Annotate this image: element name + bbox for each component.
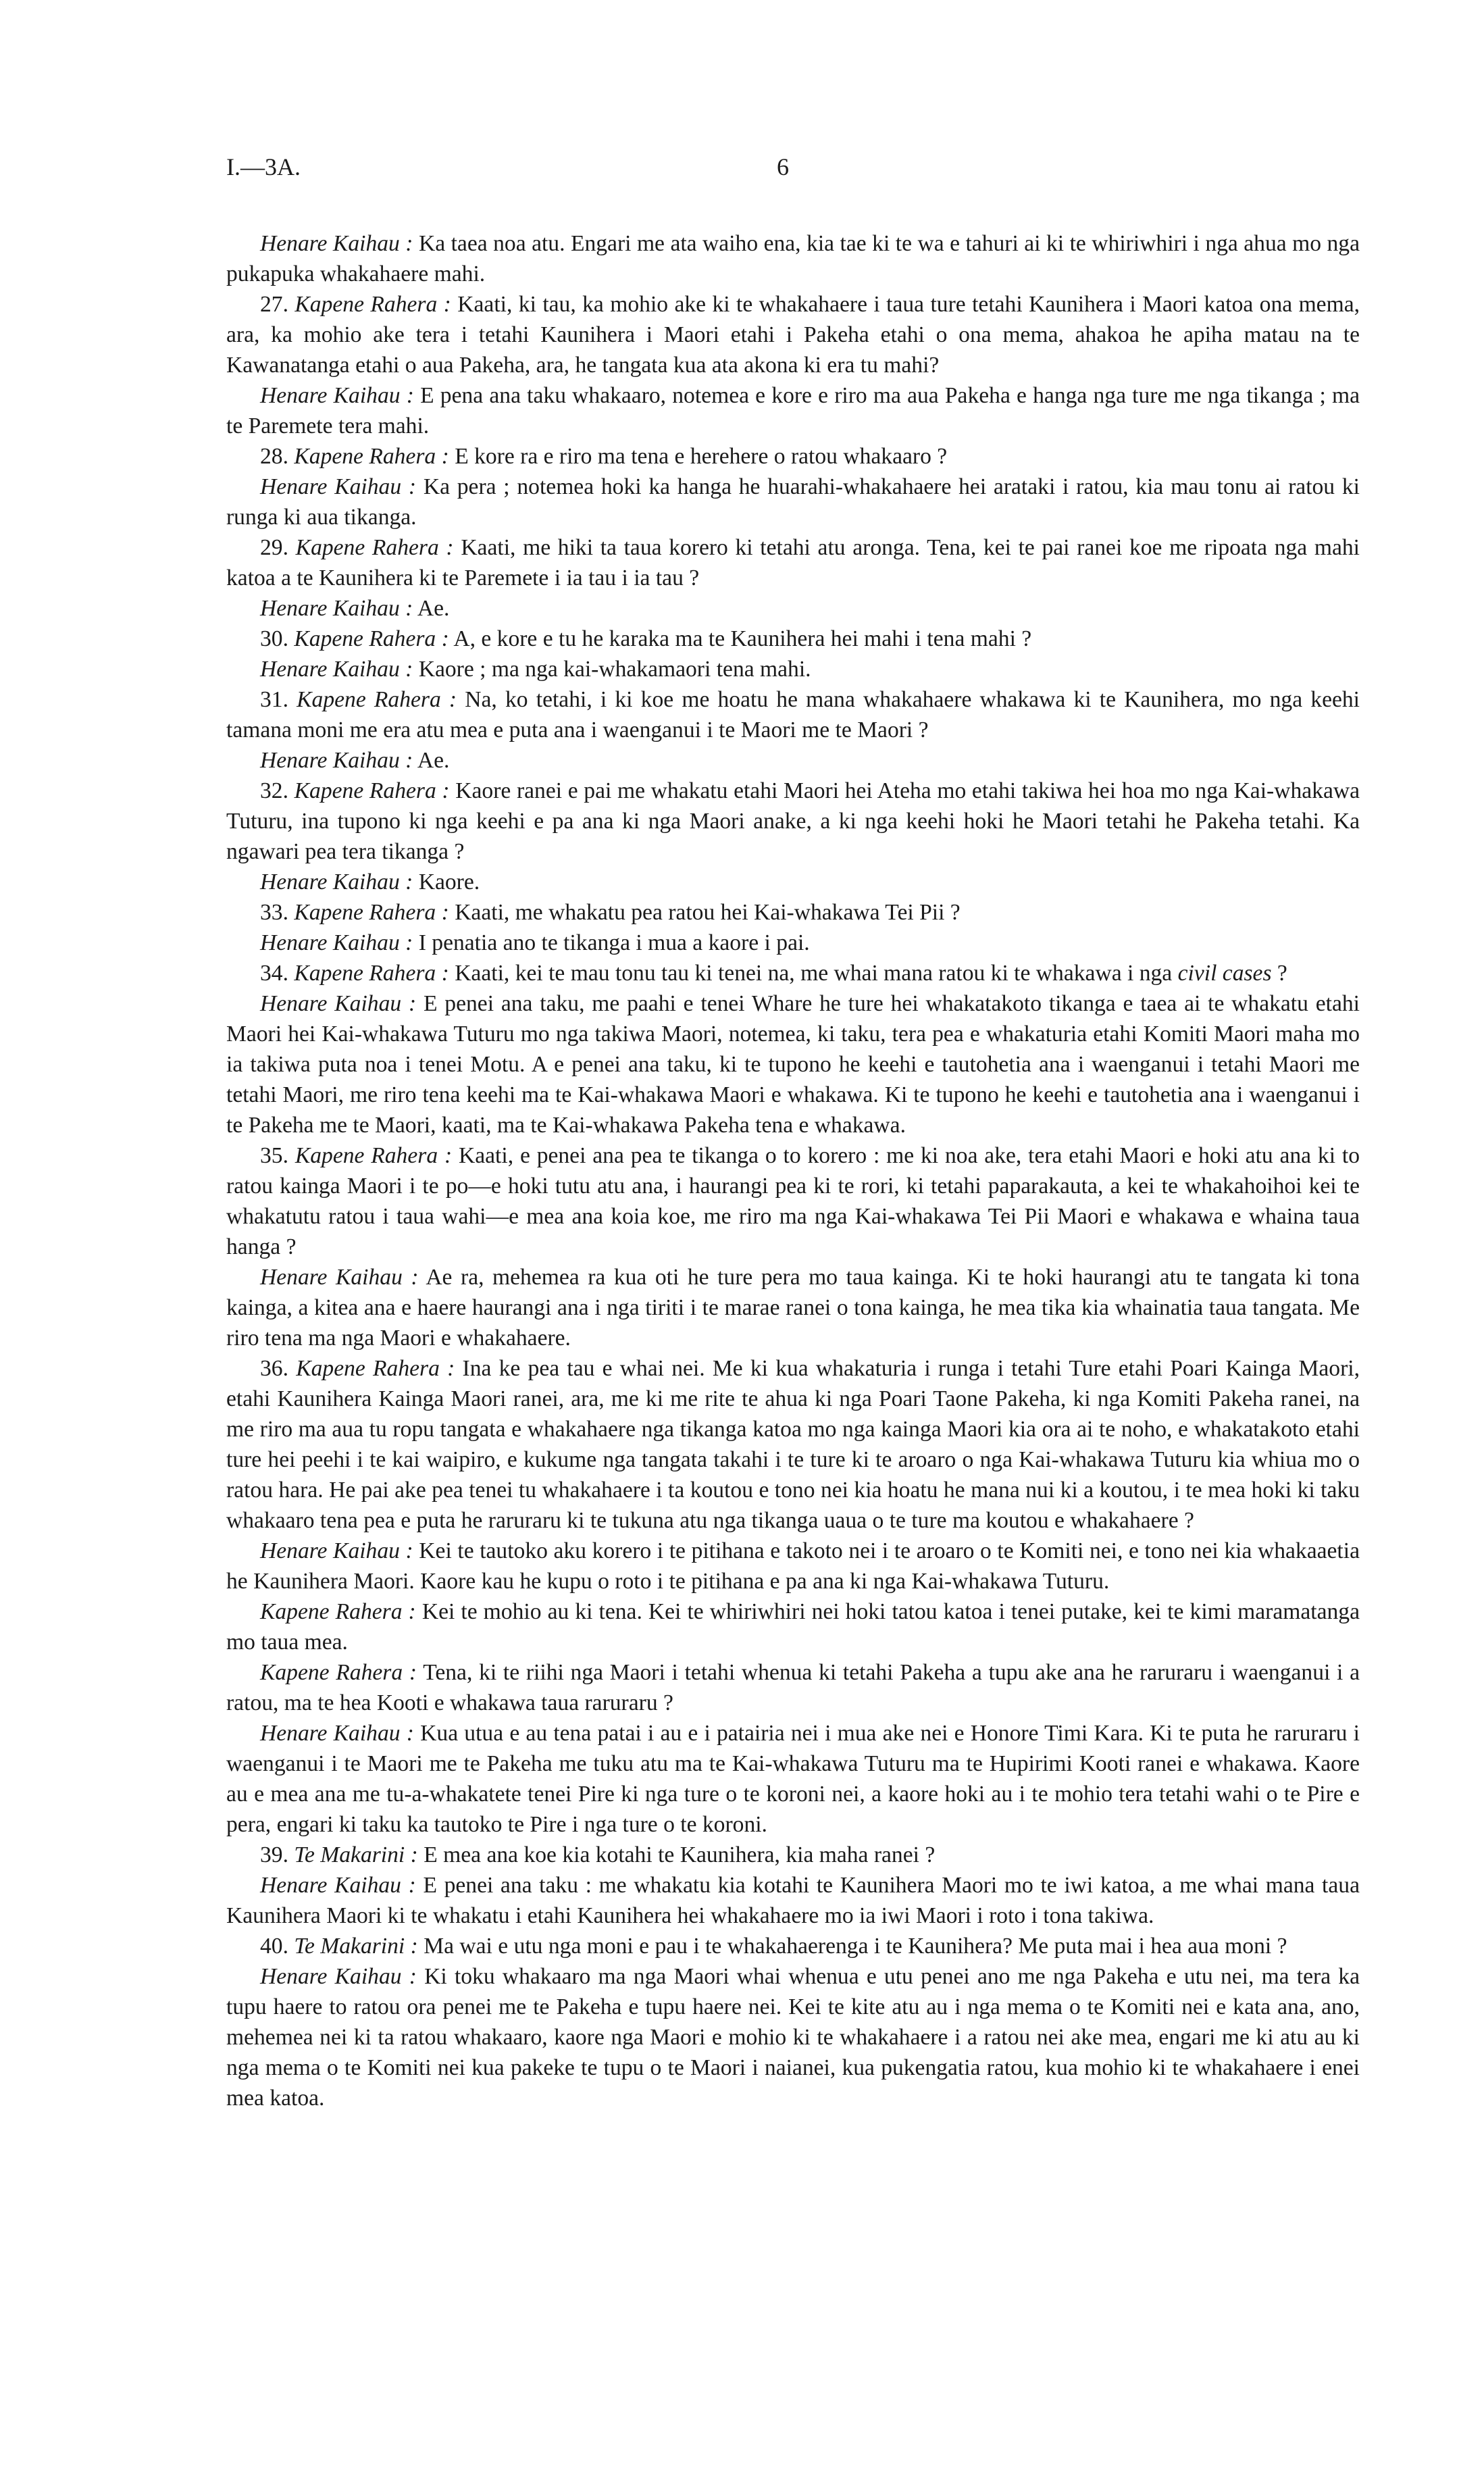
- speaker-name: Kapene Rahera :: [294, 961, 449, 986]
- speaker-name: Henare Kaihau :: [260, 748, 413, 773]
- question-number: 32.: [260, 778, 288, 803]
- paragraph-tail: ?: [1271, 961, 1287, 986]
- speaker-name: Henare Kaihau :: [260, 231, 413, 256]
- transcript-paragraph: [226, 1870, 1360, 1931]
- transcript-paragraph: [226, 684, 1360, 745]
- question-number: 30.: [260, 626, 288, 651]
- speaker-name: Kapene Rahera :: [294, 900, 449, 925]
- transcript-paragraph: [226, 1140, 1360, 1262]
- paragraph-text: A, e kore e tu he karaka ma te Kaunihera hei mahi i tena mahi ?: [453, 626, 1032, 651]
- speaker-name: Kapene Rahera :: [260, 1599, 416, 1624]
- transcript-paragraph: [226, 897, 1360, 928]
- paragraph-text: Ka pera ; notemea hoki ka hanga he huarahi-whakahaere hei arataki i ratou, kia mau tonu ai ratou ki runga ki aua tikanga.: [226, 474, 1360, 530]
- transcript-paragraph: [226, 776, 1360, 867]
- paragraph-text: E penei ana taku : me whakatu kia kotahi te Kaunihera Maori mo te iwi katoa, a me whai mana taua Kaunihera Maori ki te whakatu i etahi Kaunihera hei whakahaere mo ia iwi Maori i roto i tona takiwa.: [226, 1873, 1360, 1928]
- speaker-name: Henare Kaihau :: [260, 596, 413, 621]
- paragraph-text: Ae.: [417, 596, 450, 621]
- transcript-paragraph: [226, 1718, 1360, 1840]
- paragraph-text: Kaati, kei te mau tonu tau ki tenei na, me whai mana ratou ki te whakawa i nga: [455, 961, 1173, 986]
- paragraph-text: Kei te tautoko aku korero i te pitihana e takoto nei i te aroaro o te Komiti nei, e tono nei kia whakaaetia he Kaunihera Maori. Kaore kau he kupu o roto i te pitihana e pa ana ki nga Kai-whakawa Tuturu.: [226, 1538, 1360, 1594]
- speaker-name: Kapene Rahera :: [295, 1143, 453, 1168]
- speaker-name: Te Makarini :: [294, 1842, 418, 1867]
- speaker-name: Te Makarini :: [294, 1934, 418, 1959]
- speaker-name: Kapene Rahera :: [260, 1660, 417, 1685]
- question-number: 39.: [260, 1842, 288, 1867]
- paragraph-text: Kei te mohio au ki tena. Kei te whiriwhiri nei hoki tatou katoa i tenei putake, kei te kimi maramatanga mo taua mea.: [226, 1599, 1360, 1655]
- paragraph-text: E pena ana taku whakaaro, notemea e kore e riro ma aua Pakeha e hanga nga ture me nga tikanga ; ma te Paremete tera mahi.: [226, 383, 1360, 438]
- question-number: 28.: [260, 444, 288, 469]
- transcript-paragraph: [226, 988, 1360, 1140]
- speaker-name: Henare Kaihau :: [260, 870, 413, 895]
- transcript-paragraph: [226, 1262, 1360, 1353]
- speaker-name: Henare Kaihau :: [260, 1721, 414, 1746]
- paragraph-text: Ina ke pea tau e whai nei. Me ki kua whakaturia i runga i tetahi Ture etahi Poari Kainga Maori, etahi Kaunihera Kainga Maori ranei, ara, me ki me rite te ahua ki nga Poari Taone Pakeha, ki nga Komiti Pakeha ranei, na me riro ma aua tu ropu tangata e whakahaere nga tikanga katoa mo nga kainga Maori kia ora ai te noho, e whakatakoto etahi ture hei peehi i te kai waipiro, e kukume nga tangata takahi i te ture ki te aroaro o nga Kai-whakawa Tuturu kia whiua mo o ratou hara. He pai ake pea tenei tu whakahaere i ta koutou e tono nei kia hoatu he mana nui ki a koutou, i te mea hoki ki taku whakaaro tena pea e puta he raruraru ki te tukuna atu nga tikanga uaua o te ture ma koutou e whakahaere ?: [226, 1356, 1360, 1533]
- paragraph-text: Kaati, ki tau, ka mohio ake ki te whakahaere i taua ture tetahi Kaunihera i Maori katoa ona mema, ara, ka mohio ake tera i tetahi Kaunihera i Maori etahi i Pakeha etahi o ona mema, ahakoa he apiha matau na te Kawanatanga etahi o aua Pakeha, ara, he tangata kua ata akona ki era tu mahi?: [226, 292, 1360, 378]
- transcript-paragraph: [226, 380, 1360, 441]
- speaker-name: Kapene Rahera :: [297, 687, 457, 712]
- speaker-name: Henare Kaihau :: [260, 1538, 413, 1563]
- question-number: 33.: [260, 900, 288, 925]
- question-number: 29.: [260, 535, 288, 560]
- question-number: 27.: [260, 292, 288, 317]
- paragraph-text: Na, ko tetahi, i ki koe me hoatu he mana whakahaere whakawa ki te Kaunihera, mo nga keehi tamana moni me era atu mea e puta ana i waenganui i te Maori me te Maori ?: [226, 687, 1360, 743]
- transcript-paragraph: [226, 289, 1360, 380]
- speaker-name: Henare Kaihau :: [260, 1265, 419, 1290]
- speaker-name: Kapene Rahera :: [295, 535, 454, 560]
- paragraph-text: Kaati, e penei ana pea te tikanga o to korero : me ki noa ake, tera etahi Maori e hoki atu ana ki to ratou kainga Maori i te po—e hoki tutu atu ana, i haurangi pea ki te rori, ki tetahi paparakauta, a kei te whakahoihoi kei te whakatutu ratou i taua wahi—e mea ana koia koe, me riro ma nga Kai-whakawa Tei Pii Maori e whakawa e whaina taua hanga ?: [226, 1143, 1360, 1259]
- transcript-paragraph: [226, 472, 1360, 532]
- transcript-paragraph: [226, 958, 1360, 988]
- speaker-name: Henare Kaihau :: [260, 657, 413, 682]
- paragraph-text: Kua utua e au tena patai i au e i patairia nei i mua ake nei e Honore Timi Kara. Ki te puta he raruraru i waenganui i te Maori me te Pakeha me tuku atu ma te Kai-whakawa Tuturu ma te Hupirimi Kooti ranei e whakawa. Kaore au e mea ana me tu-a-whakatete tenei Pire ki nga ture o te koroni nei, a kaore hoki au i te mohio tera tetahi wahi o te Pire e pera, engari ki taku ka tautoko te Pire i nga ture o te koroni.: [226, 1721, 1360, 1837]
- transcript-paragraph: [226, 654, 1360, 684]
- transcript-paragraph: [226, 1657, 1360, 1718]
- page-header: [226, 153, 1258, 193]
- speaker-name: Henare Kaihau :: [260, 383, 414, 408]
- transcript-paragraph: [226, 228, 1360, 289]
- transcript-body: [226, 228, 1360, 2113]
- paragraph-text: Ae.: [417, 748, 450, 773]
- speaker-name: Kapene Rahera :: [295, 292, 451, 317]
- paragraph-text: Kaore ranei e pai me whakatu etahi Maori hei Ateha mo etahi takiwa hei hoa mo nga Kai-whakawa Tuturu, ina tupono ki nga keehi e pa ana ki nga Maori anake, a ki nga keehi hoki he Maori tetahi he Pakeha tetahi. Ka ngawari pea tera tikanga ?: [226, 778, 1360, 864]
- question-number: 36.: [260, 1356, 288, 1381]
- paragraph-text: I penatia ano te tikanga i mua a kaore i pai.: [418, 930, 810, 955]
- paragraph-text: Ki toku whakaaro ma nga Maori whai whenua e utu penei ano me nga Pakeha e utu nei, ma tera ka tupu haere to ratou ora penei me te Pakeha e tupu haere nei. Kei te kite atu au i nga mema o te Komiti nei e kata ana, ano, mehemea nei ki ta ratou whakaaro, kaore nga Maori e mohio ki te whakahaere i a ratou nei ake mea, engari me ki atu au ki nga mema o te Komiti nei kua pakeke te tupu o te Maori i naianei, kua pukengatia ratou, kua mohio ki te whakahaere i enei mea katoa.: [226, 1964, 1360, 2111]
- paragraph-text: Kaore ; ma nga kai-whakamaori tena mahi.: [418, 657, 811, 682]
- transcript-paragraph: [226, 1596, 1360, 1657]
- question-number: 31.: [260, 687, 288, 712]
- transcript-paragraph: [226, 532, 1360, 593]
- speaker-name: Henare Kaihau :: [260, 991, 417, 1016]
- paragraph-text: E mea ana koe kia kotahi te Kaunihera, kia maha ranei ?: [424, 1842, 936, 1867]
- paragraph-text: Kaati, me hiki ta taua korero ki tetahi atu aronga. Tena, kei te pai ranei koe me ripoata nga mahi katoa a te Kaunihera ki te Paremete i ia tau i ia tau ?: [226, 535, 1360, 590]
- speaker-name: Kapene Rahera :: [296, 1356, 455, 1381]
- paragraph-text: Ae ra, mehemea ra kua oti he ture pera mo taua kainga. Ki te hoki haurangi atu te tangata ki tona kainga, a kitea ana e haere haurangi ana i nga tiriti i te marae ranei o tona kainga, he mea tika kia whainatia taua tangata. Me riro tena ma nga Maori e whakahaere.: [226, 1265, 1360, 1351]
- paragraph-text: E kore ra e riro ma tena e herehere o ratou whakaaro ?: [455, 444, 948, 469]
- transcript-paragraph: [226, 1931, 1360, 1961]
- paragraph-text: Ka taea noa atu. Engari me ata waiho ena, kia tae ki te wa e tahuri ai ki te whiriwhiri i nga ahua mo nga pukapuka whakahaere mahi.: [226, 231, 1360, 286]
- speaker-name: Kapene Rahera :: [294, 778, 450, 803]
- question-number: 35.: [260, 1143, 288, 1168]
- speaker-name: Henare Kaihau :: [260, 930, 413, 955]
- speaker-name: Kapene Rahera :: [294, 444, 449, 469]
- speaker-name: Henare Kaihau :: [260, 474, 417, 499]
- paragraph-text: Tena, ki te riihi nga Maori i tetahi whenua ki tetahi Pakeha a tupu ake ana he raruraru i waenganui i a ratou, ma te hea Kooti e whakawa taua raruraru ?: [226, 1660, 1360, 1715]
- transcript-paragraph: [226, 593, 1360, 624]
- paragraph-text: Kaati, me whakatu pea ratou hei Kai-whakawa Tei Pii ?: [455, 900, 961, 925]
- transcript-paragraph: [226, 867, 1360, 897]
- question-number: 34.: [260, 961, 288, 986]
- transcript-paragraph: [226, 1353, 1360, 1536]
- transcript-paragraph: [226, 441, 1360, 472]
- paragraph-text: Ma wai e utu nga moni e pau i te whakahaerenga i te Kaunihera? Me puta mai i hea aua moni ?: [424, 1934, 1287, 1959]
- paragraph-text: E penei ana taku, me paahi e tenei Whare he ture hei whakatakoto tikanga e taea ai te whakatu etahi Maori hei Kai-whakawa Tuturu mo nga takiwa Maori, notemea, ki taku, tera pea e whakaturia etahi Komiti Maori maha mo ia takiwa puta noa i tenei Motu. A e penei ana taku, ki te tupono he keehi e tautohetia ana i waenganui i tetahi Maori me tetahi Maori, me riro tena keehi ma te Kai-whakawa Maori e whakawa. Ki te tupono he keehi e tautohetia ana i waenganui i te Pakeha me te Maori, kaati, ma te Kai-whakawa Pakeha tena e whakawa.: [226, 991, 1360, 1138]
- transcript-paragraph: [226, 745, 1360, 776]
- transcript-paragraph: [226, 1840, 1360, 1870]
- transcript-paragraph: [226, 1536, 1360, 1596]
- transcript-paragraph: [226, 624, 1360, 654]
- speaker-name: Henare Kaihau :: [260, 1873, 416, 1898]
- speaker-name: Kapene Rahera :: [294, 626, 449, 651]
- emphasized-term: civil cases: [1177, 961, 1272, 986]
- speaker-name: Henare Kaihau :: [260, 1964, 417, 1989]
- transcript-paragraph: [226, 928, 1360, 958]
- transcript-paragraph: [226, 1961, 1360, 2113]
- paragraph-text: Kaore.: [418, 870, 480, 895]
- question-number: 40.: [260, 1934, 288, 1959]
- page-number: 6: [777, 153, 789, 180]
- document-reference: I.—3A.: [226, 153, 301, 180]
